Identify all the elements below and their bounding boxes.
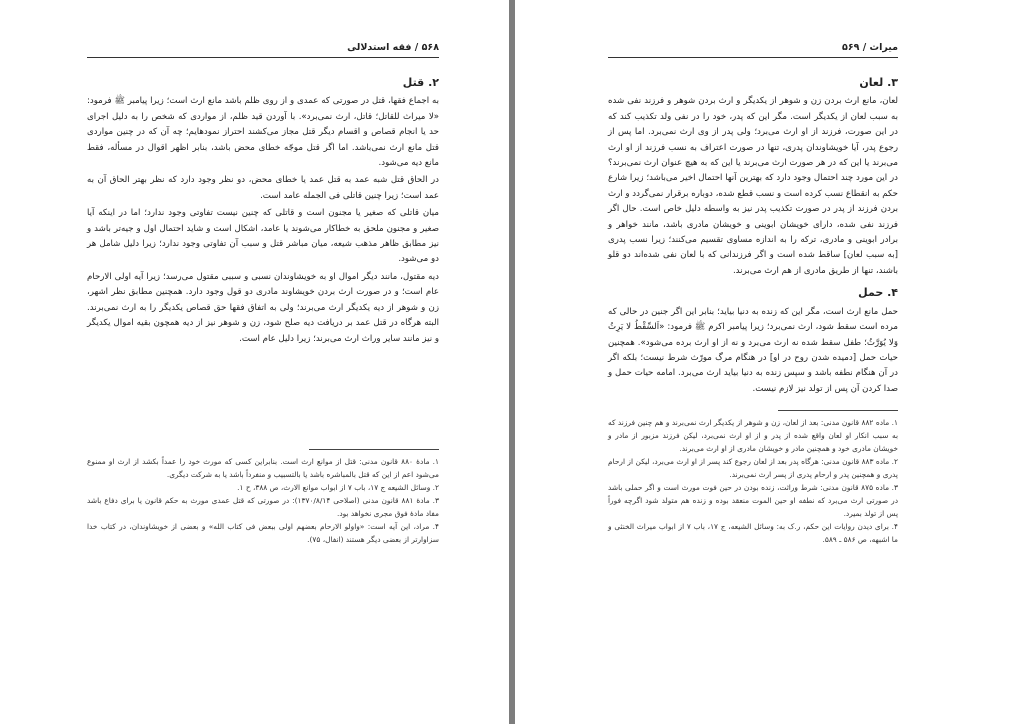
paragraph: لعان، مانع ارث بردن زن و شوهر از یکدیگر و ارث بردن شوهر و فرزند نفی شده به سبب لعان از یکدیگر است. مگر این که پدر، خود را در نفی ولد تکذیب کند که در این صورت، فرزند از او ارث می‌برد؛ ولی پدر از وی ارث نمی‌برد. اما پس از رجوع پدر، آیا خویشاوندان پدری، تنها در صورت اعتراف به نسب فرزند از او ارث می‌برند یا این که در هر صورت ارث می‌برند یا این که به هیچ عنوان ارث نمی‌برند؟ در این مورد چند احتمال وجود دارد که بهترین آنها احتمال اخیر می‌باشد؛ زیرا شارع حکم به انقطاع نسب کرده است و نسب قطع شده، دوباره برقرار نمی‌گردد و ارث بردن فرزند از پدر در صورت تکذیب پدر نیز به واسطه دلیل خاص است. حال اگر فرزند نفی شده، دارای خویشان ابوینی و خویشان مادری باشد، مانند خواهر و برادر ابوینی و مادری، ترکه را به اندازه مساوی تقسیم می‌کنند؛ زیرا نسب پدری [به سبب لعان] ساقط شده است و اگر فرزندانی که با لعان نفی شده‌اند دو قلو باشند، تنها از طریق مادری از هم ارث می‌برند. bbox=[608, 96, 898, 276]
right-page-body bbox=[608, 75, 898, 399]
right-footnotes bbox=[608, 416, 898, 546]
footnote: ۴. برای دیدن روایات این حکم، ر.ک به: وسائل الشیعه، ج ۱۷، باب ۷ از ابواب میراث الخنثی و ما اشبهه، ص ۵۸۶ ـ ۵۸۹. bbox=[608, 522, 898, 544]
section-title: ۴. حمل bbox=[858, 286, 898, 300]
footnote: ۳. مادهٔ ۸۸۱ قانون مدنی (اصلاحی ۱۳۷۰/۸/۱۴): در صورتی که قتل عمدی مورث به حکم قانون یا برای دفاع باشد مفاد مادهٔ فوق مجری نخواهد بود. bbox=[87, 496, 440, 518]
left-page bbox=[0, 0, 509, 724]
footnote: ۱. ماده ۸۸۲ قانون مدنی: بعد از لعان، زن و شوهر از یکدیگر ارث نمی‌برند و هم چنین فرزند که به سبب انکار او لعان واقع شده از پدر و از او ارث نمی‌برد، لیکن فرزند مزبور از مادر و خویشان مادری خود و همچنین مادر و خویشان مادری از او ارث می‌برند. bbox=[608, 418, 898, 453]
header-rule bbox=[87, 57, 439, 58]
right-page-header: میراث / ۵۶۹ bbox=[842, 42, 898, 53]
footnote-rule bbox=[309, 449, 439, 450]
section-title: ۳. لعان bbox=[859, 76, 898, 89]
left-page-body bbox=[87, 75, 439, 349]
paragraph: دیه مقتول، مانند دیگر اموال او به خویشاوندان نسبی و سببی مقتول می‌رسد؛ زیرا آیه اولی الارحام عام است؛ و در صورت ارث بردن خویشاوند مادری دو قول وجود دارد. همچنین مطابق نظر اشهر، زن و شوهر از دیه یکدیگر ارث می‌برند؛ ولی به اتفاق فقها حق قصاص یکدیگر را به ارث نمی‌برند. البته هرگاه در قتل عمد بر دریافت دیه صلح شود، زن و شوهر نیز از دیه همچون بقیه اموال یکدیگر و نیز مانند سایر وراث ارث می‌برند؛ زیرا دلیل عام است. bbox=[87, 271, 439, 344]
footnote-rule bbox=[778, 410, 898, 411]
paragraph: به اجماع فقها، قتل در صورتی که عمدی و از روی ظلم باشد مانع ارث است؛ زیرا پیامبر ﷺ فرمود: «لا میراث للقاتل؛ قاتل، ارث نمی‌برد». با آوردن قید ظلم، از مواردی که شخص را به دلیل اجرای حد یا انجام قصاص و اقسام دیگر قتل مجاز می‌کشند احتراز نمودهایم؛ چه آن که در چنین مواردی قتل مانع ارث نمی‌باشد. اما اگر قتل موجّه خطای محض باشد، بنابر اظهر اقوال در مسأله، فقط مانع دیه می‌شود. bbox=[87, 96, 439, 169]
left-footnotes bbox=[87, 455, 439, 546]
header-rule bbox=[608, 57, 898, 58]
footnote: ۴. مراد، این آیه است: «واولو الارحام بعضهم اولی ببعض فی کتاب الله» و بعضی از خویشاوندان، در کتاب خدا سزاوارتر از بعضی دیگر هستند (انفال، ۷۵). bbox=[87, 522, 439, 544]
footnote: ۲. ماده ۸۸۳ قانون مدنی: هرگاه پدر بعد از لعان رجوع کند پسر از او ارث می‌برد، لیکن از ارحام پدری و همچنین پدر و ارحام پدری از پسر ارث نمی‌برند. bbox=[608, 457, 899, 479]
paragraph: حمل مانع ارث است، مگر این که زنده به دنیا بیاید؛ بنابر این اگر جنین در حالی که مرده است سقط شود، ارث نمی‌برد؛ زیرا پیامبر اکرم ﷺ فرمود: «اَلسِّقْطُ لا یَرِثُ وَلا یُوَرَّثُ؛ طفل سقط شده نه ارث می‌برد و نه از او ارث برده می‌شود». همچنین حیات حمل [دمیده شدن روح در او] در هنگام مرگ مورّث شرط نیست؛ بلکه اگر در آن هنگام نطفه باشد و سپس زنده به دنیا بیاید ارث می‌برد. امامه حیات حمل و صدا کردن آن پس از تولد نیز لازم نیست. bbox=[608, 306, 898, 394]
right-page bbox=[515, 0, 1024, 724]
paragraph: میان قاتلی که صغیر یا مجنون است و قاتلی که چنین نیست تفاوتی وجود ندارد؛ اما در اینکه آیا صغیر و مجنون ملحق به خطاکار می‌شوند یا عامد، اشکال است و شاید احتمال اول و جیه‌تر باشد و نیز مطابق ظاهر مذهب شیعه، میان مباشر قتل و سبب آن تفاوتی وجود ندارد؛ زیرا دلیل شامل هر دو می‌شود. bbox=[87, 208, 439, 265]
paragraph: در الحاق قتل شبه عمد به قتل عمد یا خطای محض، دو نظر وجود دارد که نظر بهتر الحاق آن به عمد است؛ زیرا چنین قاتلی فی الجمله عامد است. bbox=[87, 175, 439, 201]
footnote: ۱. مادهٔ ۸۸۰ قانون مدنی: قتل از موانع ارث است. بنابراین کسی که مورث خود را عمداً بکشد از ارث او ممنوع می‌شود اعم از این که قتل بالمباشره باشد یا بالتسبیب و منفرداً باشد یا به شرکت دیگری. bbox=[87, 457, 440, 479]
footnote: ۲. وسائل الشیعه ج ۱۷، باب ۷ از ابواب موانع الارث، ص ۳۸۸، ح ۱. bbox=[237, 483, 439, 492]
section-title: ۲. قتل bbox=[402, 76, 439, 89]
left-page-header: ۵۶۸ / فقه استدلالی bbox=[347, 42, 439, 53]
footnote: ۳. ماده ۸۷۵ قانون مدنی: شرط وراثت، زنده بودن در حین فوت مورث است و اگر حملی باشد در صورتی ارث می‌برد که نطفه او حین الموت منعقد بوده و زنده هم متولد شود اگرچه فوراً پس از تولد بمیرد. bbox=[608, 483, 898, 518]
